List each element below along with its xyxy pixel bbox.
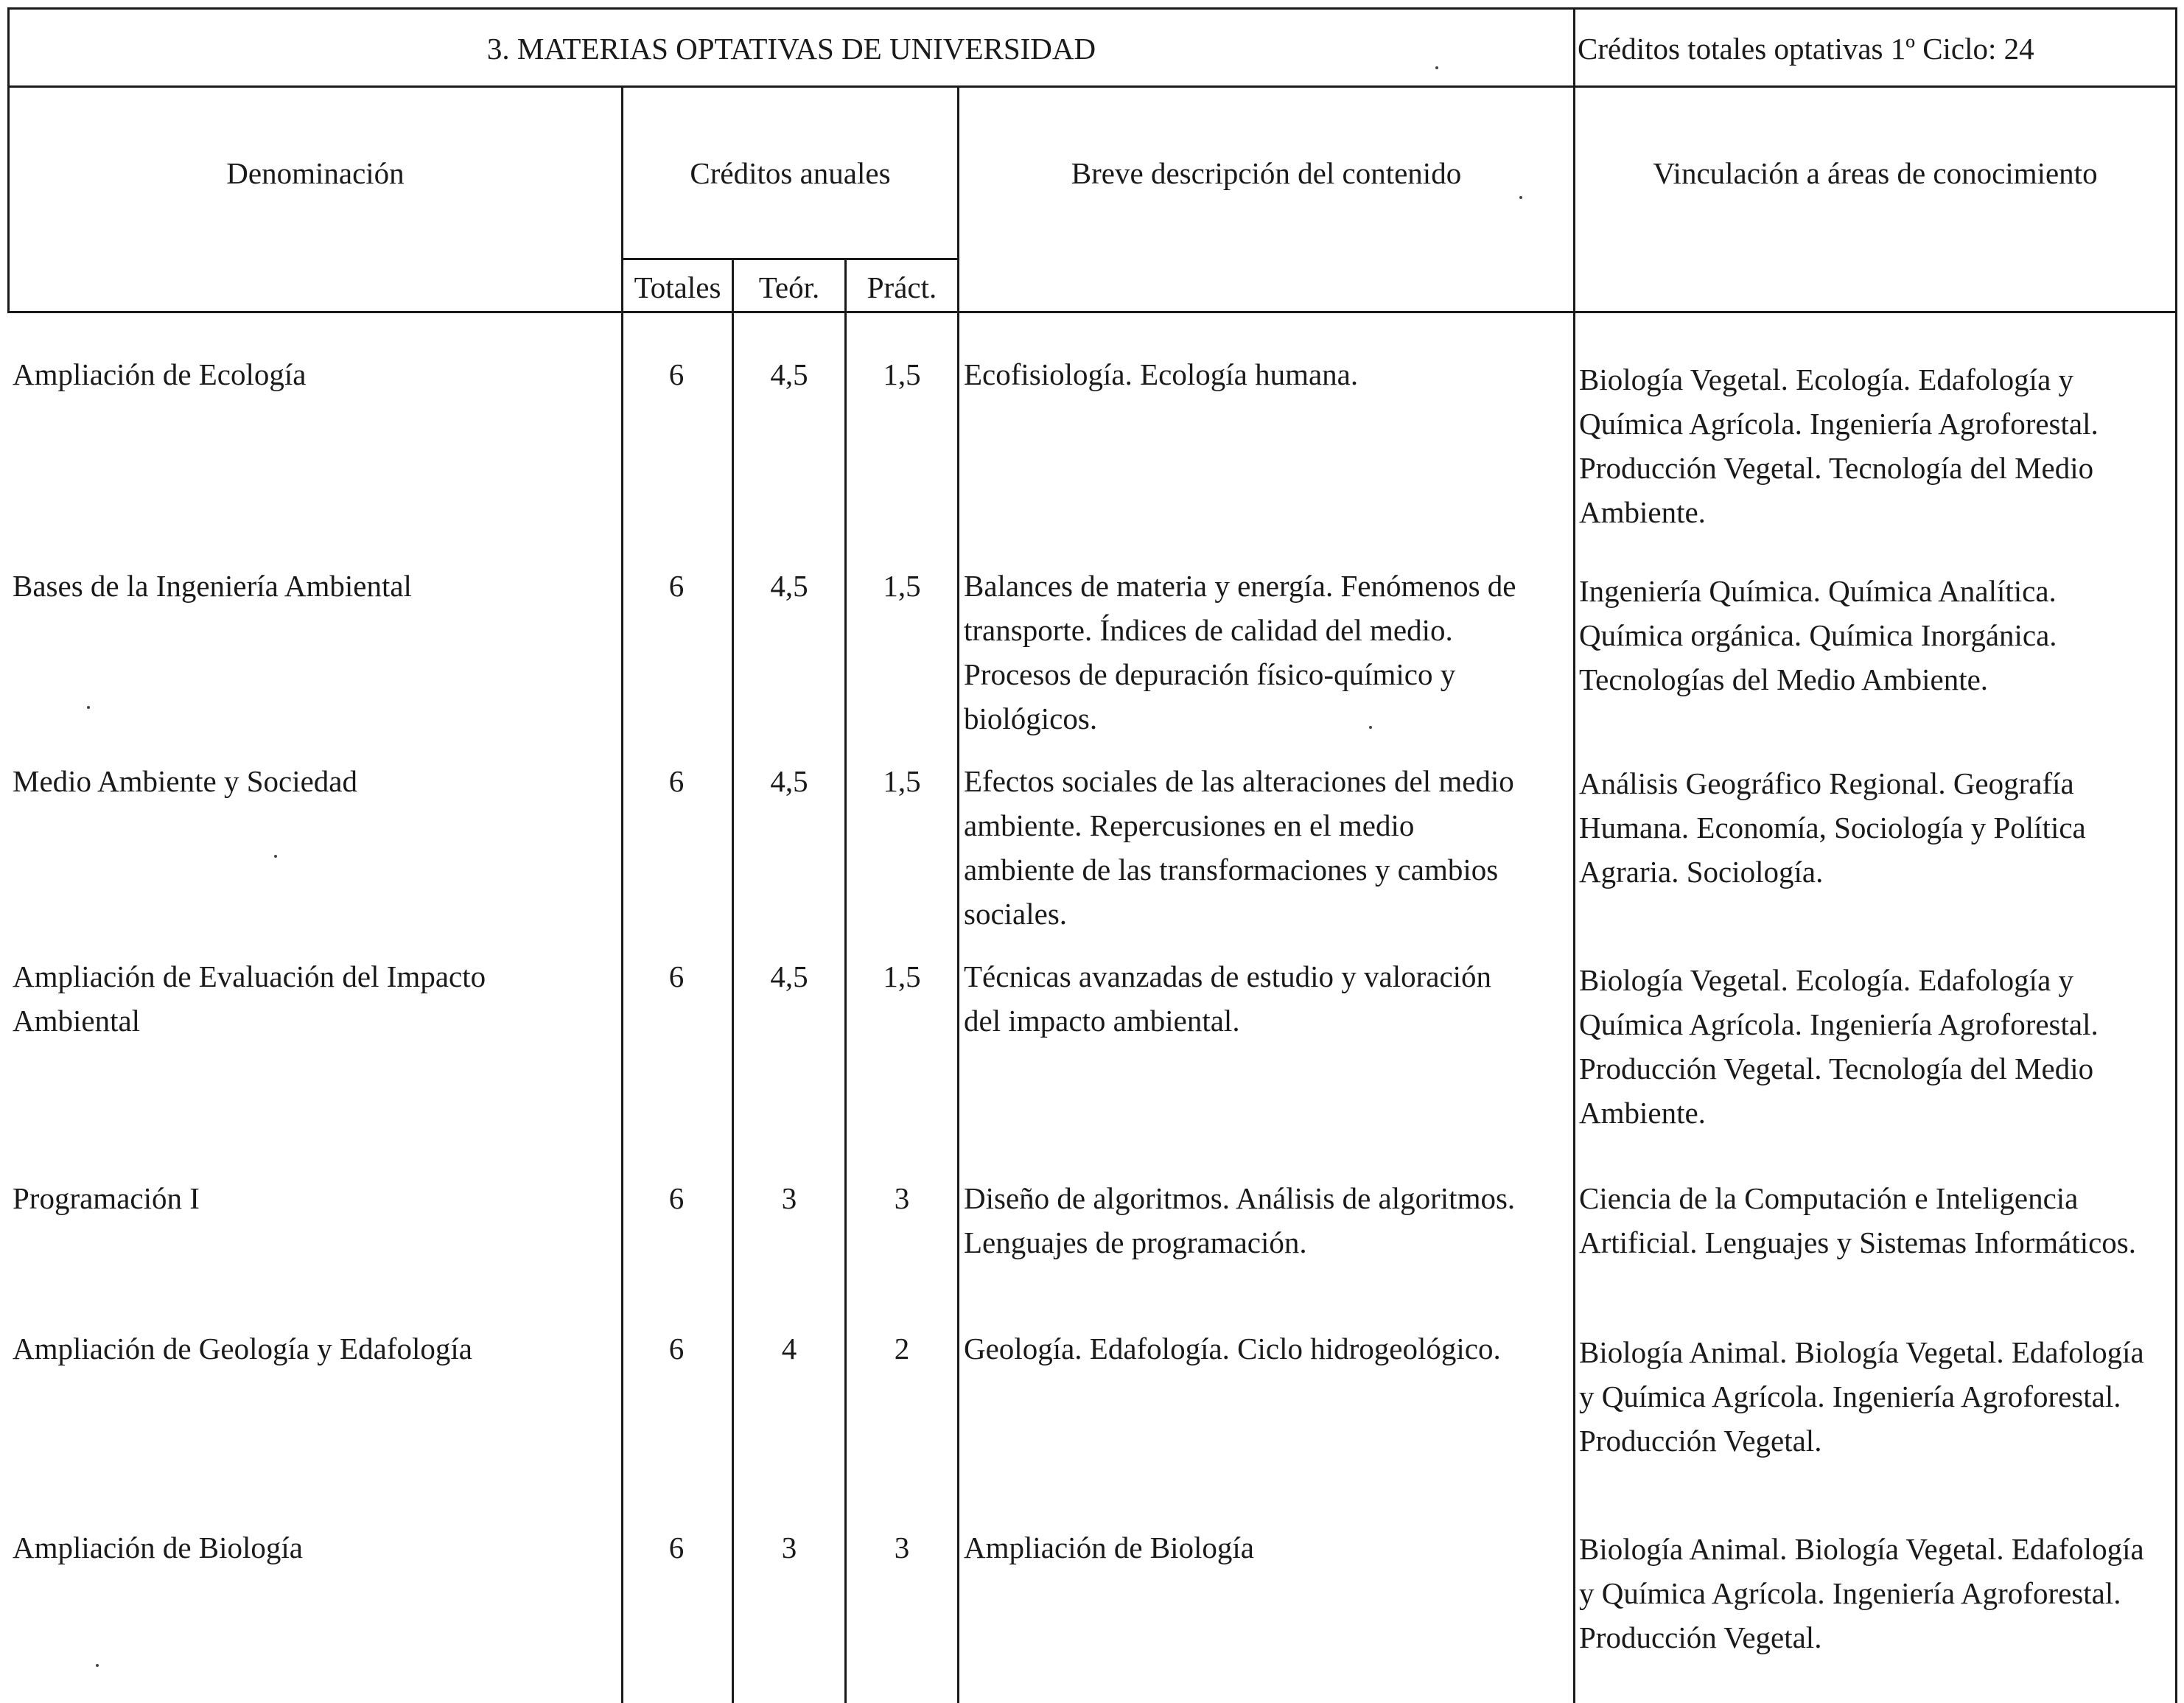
row-denominacion: Medio Ambiente y Sociedad	[13, 764, 357, 798]
column-header-teor: Teór.	[758, 270, 820, 304]
row-teor: 4,5	[770, 764, 808, 798]
credits-subheader-top-border	[621, 258, 959, 260]
divider-name-totales	[621, 85, 623, 1703]
row-descripcion: Ecofisiología. Ecología humana.	[964, 357, 1359, 391]
row-pract: 1,5	[883, 357, 921, 391]
row-totales: 6	[668, 357, 685, 391]
row-pract: 1,5	[883, 569, 921, 603]
row-totales: 6	[668, 959, 685, 993]
column-header-denominacion: Denominación	[226, 156, 405, 190]
table-right-border	[2175, 7, 2177, 1703]
column-header-vinculacion: Vinculación a áreas de conocimiento	[1653, 156, 2098, 190]
divider-title-credits	[1573, 7, 1575, 1703]
total-credits-note: Créditos totales optativas 1º Ciclo: 24	[1578, 32, 2034, 66]
column-header-creditos-anuales: Créditos anuales	[690, 156, 891, 190]
row-denominacion: Programación I	[13, 1181, 200, 1215]
row-descripcion: Ampliación de Biología	[964, 1531, 1254, 1564]
row-teor: 3	[781, 1531, 797, 1564]
scan-speck	[274, 855, 277, 858]
scan-speck	[1519, 196, 1522, 199]
row-totales: 6	[668, 569, 685, 603]
column-header-totales: Totales	[634, 270, 721, 304]
row-vinculacion: Biología Animal. Biología Vegetal. Edafología y Química Agrícola. Ingeniería Agroforestal. Producción Vegetal.	[1579, 1335, 2144, 1458]
row-totales: 6	[668, 764, 685, 798]
row-descripcion: Geología. Edafología. Ciclo hidrogeológico.	[964, 1332, 1501, 1365]
row-pract: 1,5	[883, 959, 921, 993]
title-row-bottom-border	[7, 85, 2177, 88]
row-vinculacion: Análisis Geográfico Regional. Geografía Humana. Economía, Sociología y Política Agraria. Sociología.	[1579, 766, 2086, 889]
row-pract: 3	[894, 1531, 910, 1564]
scan-speck	[1435, 66, 1438, 69]
header-bottom-border	[7, 311, 2177, 313]
row-denominacion: Ampliación de Evaluación del Impacto Ambiental	[13, 959, 486, 1038]
row-teor: 4,5	[770, 569, 808, 603]
row-vinculacion: Biología Vegetal. Ecología. Edafología y Química Agrícola. Ingeniería Agroforestal. Producción Vegetal. Tecnología del Medio Ambiente.	[1579, 363, 2099, 529]
column-header-pract: Práct.	[867, 270, 937, 304]
row-denominacion: Bases de la Ingeniería Ambiental	[13, 569, 412, 603]
row-denominacion: Ampliación de Geología y Edafología	[13, 1332, 472, 1365]
section-title: 3. MATERIAS OPTATIVAS DE UNIVERSIDAD	[486, 32, 1096, 66]
row-denominacion: Ampliación de Biología	[13, 1531, 303, 1564]
row-descripcion: Técnicas avanzadas de estudio y valoración del impacto ambiental.	[964, 959, 1492, 1038]
scan-speck	[87, 706, 90, 709]
row-teor: 4,5	[770, 357, 808, 391]
row-descripcion: Balances de materia y energía. Fenómenos de transporte. Índices de calidad del medio. Procesos de depuración físico-químico y biológicos.	[964, 569, 1516, 735]
row-totales: 6	[668, 1332, 685, 1365]
row-teor: 4	[781, 1332, 797, 1365]
row-pract: 1,5	[883, 764, 921, 798]
row-vinculacion: Biología Vegetal. Ecología. Edafología y Química Agrícola. Ingeniería Agroforestal. Producción Vegetal. Tecnología del Medio Ambiente.	[1579, 963, 2099, 1130]
scan-speck	[1369, 726, 1372, 729]
column-header-descripcion: Breve descripción del contenido	[1071, 156, 1462, 190]
row-totales: 6	[668, 1181, 685, 1215]
row-totales: 6	[668, 1531, 685, 1564]
row-pract: 2	[894, 1332, 910, 1365]
row-vinculacion: Ingeniería Química. Química Analítica. Química orgánica. Química Inorgánica. Tecnologías del Medio Ambiente.	[1579, 574, 2057, 696]
row-teor: 4,5	[770, 959, 808, 993]
row-teor: 3	[781, 1181, 797, 1215]
divider-pract-desc	[957, 85, 959, 1703]
row-vinculacion: Ciencia de la Computación e Inteligencia Artificial. Lenguajes y Sistemas Informáticos.	[1579, 1181, 2137, 1259]
row-pract: 3	[894, 1181, 910, 1215]
row-descripcion: Efectos sociales de las alteraciones del medio ambiente. Repercusiones en el medio ambiente de las transformaciones y cambios sociales.	[964, 764, 1514, 931]
scan-speck	[96, 1664, 99, 1667]
row-vinculacion: Biología Animal. Biología Vegetal. Edafología y Química Agrícola. Ingeniería Agroforestal. Producción Vegetal.	[1579, 1532, 2144, 1654]
table-top-border	[7, 7, 2177, 10]
row-descripcion: Diseño de algoritmos. Análisis de algoritmos. Lenguajes de programación.	[964, 1181, 1516, 1259]
row-denominacion: Ampliación de Ecología	[13, 357, 307, 391]
